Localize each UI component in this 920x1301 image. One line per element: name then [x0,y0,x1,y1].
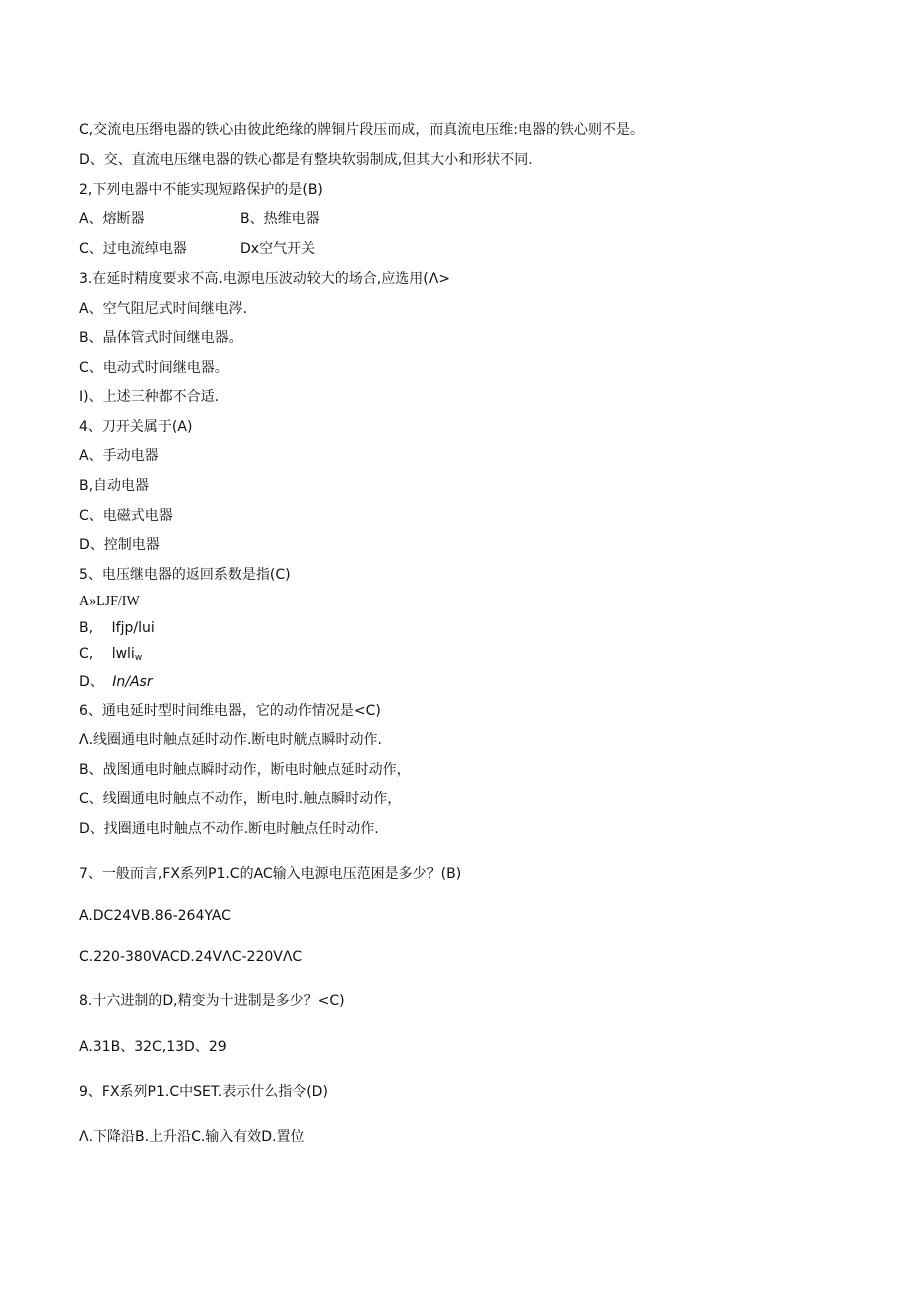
text-line: D、交、直流电压继电器的铁心都是有整块软弱制成,但其大小和形状不同. [79,152,533,168]
option-letter: C, [79,646,94,662]
option-c: C、电动式时间继电器。 [79,360,229,376]
options-abcd: A.31B、32C,13D、29 [79,1039,227,1055]
option-b: B、战图通电时触点瞬时动作，断电时触点延时动作， [79,762,411,778]
option-c: C、过电流绰电器 [79,241,187,257]
option-a: A»LJF/IW [79,594,140,609]
option-a: Λ.线圈通电时触点延时动作.断电时觥点瞬时动作. [79,732,382,748]
question-4: 4、刀开关属于(A) [79,419,193,435]
question-2: 2,下列电器中不能实现短路保护的是(B) [79,182,323,198]
option-row [79,209,320,229]
option-b: B、热维电器 [240,211,320,227]
option-letter: B, [79,620,94,636]
question-8: 8.十六进制的D,精变为十进制是多少？<C) [79,993,345,1009]
options-cd: C.220-380VACD.24VΛC-220VΛC [79,949,303,965]
option-d: D、控制电器 [79,537,160,553]
option-row [79,239,316,259]
option-b: B,自动电器 [79,478,150,494]
option-d: D、找圈通电时触点不动作.断电时触点任时动作. [79,821,379,837]
option-d: I)、上述三种都不合适. [79,389,220,405]
option-d [79,672,153,692]
option-a: A、空气阻尼式时间继电涔. [79,301,248,317]
option-b: B、晶体管式时间继电器。 [79,330,243,346]
options-abcd: Λ.下降沿B.上升沿C.输入有效D.置位 [79,1129,305,1145]
option-a: A、手动电器 [79,448,159,464]
option-text: In/Asr [112,674,153,690]
option-b [79,618,155,638]
option-letter: D、 [79,674,104,690]
option-c: C、电磁式电器 [79,508,173,524]
option-d: Dx空气开关 [240,241,316,257]
question-3: 3.在延时精度要求不高.电源电压波动较大的场合,应选用(Λ> [79,271,451,287]
option-text: Ifjp/lui [111,620,155,636]
option-text: lwli [111,646,135,662]
text-line: C,交流电压缗电器的铁心由彼此绝缘的牌铜片段压而成，而真流电压维:电器的铁心则不是。 [79,122,644,138]
option-c [79,644,142,668]
option-c: C、线圈通电时触点不动作，断电时.触点瞬时动作， [79,791,402,807]
question-9: 9、FX系列P1.C中SET.表示什么指令(D) [79,1084,328,1100]
subscript: w [134,653,143,663]
question-7: 7、一般而言,FX系列P1.C的AC输入电源电压范困是多少？(B) [79,866,462,882]
question-6: 6、通电延时型时间维电器，它的动作情况是<C) [79,703,381,719]
options-ab: A.DC24VB.86-264YAC [79,908,231,924]
option-a: A、熔断器 [79,211,145,227]
question-5: 5、电压继电器的返回系数是指(C) [79,567,291,583]
